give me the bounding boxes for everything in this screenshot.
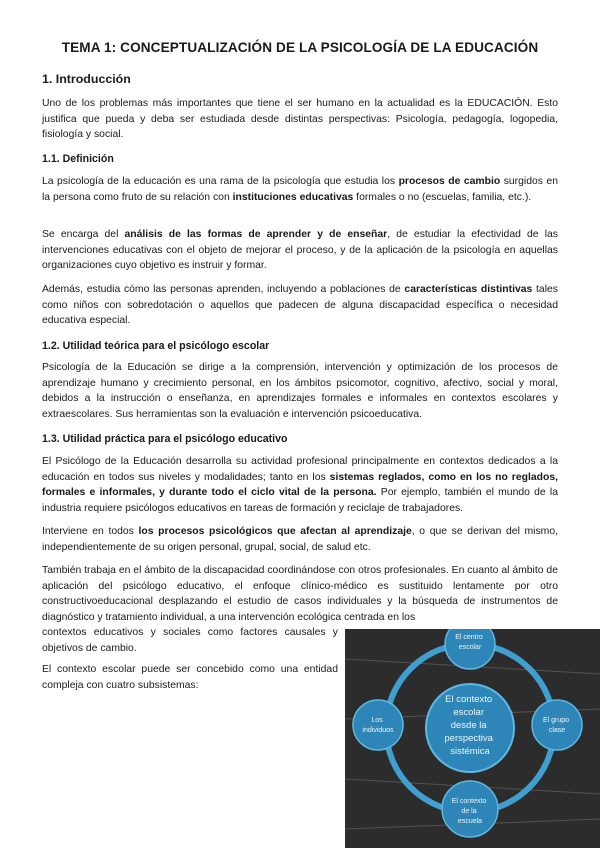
utilidad-practica-paragraph-3-continued: contextos educativos y sociales como factores causales y objetivos de cambio.	[42, 627, 338, 654]
document-title: TEMA 1: CONCEPTUALIZACIÓN DE LA PSICOLOGÍA DE LA EDUCACIÓN	[61, 40, 539, 55]
utilidad-practica-paragraph-3: También trabaja en el ámbito de la discapacidad coordinándose con otros profesionales. En cuanto al ámbito de aplicación del psicólogo educativo, el enfoque clínico-médico es sustituido lentamente por otro constructivoeducacional desplazando el estudio de casos individuales y la búsqueda de instrumentos de diagnóstico y tratamiento individual, a una intervención ecológica centrada en los	[42, 565, 558, 623]
top-node-label: El centro escolar	[455, 634, 483, 651]
intro-paragraph: Uno de los problemas más importantes que tiene el ser humano en la actualidad es la EDUCACIÓN. Esto justifica que pueda y deba ser estudiada desde distintas perspectivas: Psicología, pedagogía, logopedia, fisiología y social.	[42, 98, 558, 141]
right-node-label: El grupo clase	[542, 717, 570, 734]
systemic-context-diagram	[345, 629, 600, 848]
definition-paragraph-1: La psicología de la educación es una rama de la psicología que estudia los procesos de cambio surgidos en la persona como fruto de su relación con instituciones educativas formales o no (escuelas, familia, etc.).	[42, 176, 558, 203]
bottom-node-label: El contexto de la escuela	[451, 798, 487, 825]
section-heading-introduccion: 1. Introducción	[42, 72, 131, 86]
left-node	[353, 700, 403, 750]
diagram-svg	[345, 629, 600, 848]
utilidad-teorica-paragraph: Psicología de la Educación se dirige a la comprensión, intervención y optimización de los procesos de aprendizaje humano y crecimiento personal, en los ámbitos psicomotor, cognitivo, afectivo, social y moral, debidos a la instrucción o enseñanza, en aprendizajes formales e informales en contextos escolares y extraescolares. Sus herramientas son la evaluación e intervención psicoeducativa.	[42, 362, 558, 420]
definition-paragraph-2: Se encarga del análisis de las formas de aprender y de enseñar, de estudiar la efectividad de las intervenciones educativas con el objeto de mejorar el proceso, y de la aplicación de la psicología en aquellas organizaciones cuyo objetivo es instruir y formar.	[42, 229, 558, 272]
center-label: El contexto escolar desde la perspectiva sistémica	[444, 694, 493, 757]
section-heading-utilidad-teorica: 1.2. Utilidad teórica para el psicólogo escolar	[42, 340, 270, 352]
utilidad-practica-paragraph-1: El Psicólogo de la Educación desarrolla su actividad profesional principalmente en contextos dedicados a la educación en todos sus niveles y modalidades; tanto en los sistemas reglados, como en los no reglados, formales e informales, y durante todo el ciclo vital de la persona. Por ejemplo, también el mundo de la industria requiere psicólogos educativos en tareas de formación y reciclaje de trabajadores.	[42, 456, 558, 514]
left-node-label: Los individuos	[362, 717, 394, 734]
right-node	[532, 700, 582, 750]
section-heading-utilidad-practica: 1.3. Utilidad práctica para el psicólogo educativo	[42, 433, 288, 445]
utilidad-practica-paragraph-2: Interviene en todos los procesos psicológicos que afectan al aprendizaje, o que se derivan del mismo, independientemente de su origen personal, grupal, social, de salud etc.	[42, 526, 558, 553]
definition-paragraph-3: Además, estudia cómo las personas aprenden, incluyendo a poblaciones de características distintivas tales como niños con sobredotación o aquellos que padecen de alguna discapacidad específica o necesidad educativa especial.	[42, 284, 558, 327]
section-heading-definicion: 1.1. Definición	[42, 153, 114, 165]
utilidad-practica-paragraph-4: El contexto escolar puede ser concebido como una entidad compleja con cuatro subsistemas:	[42, 664, 338, 691]
